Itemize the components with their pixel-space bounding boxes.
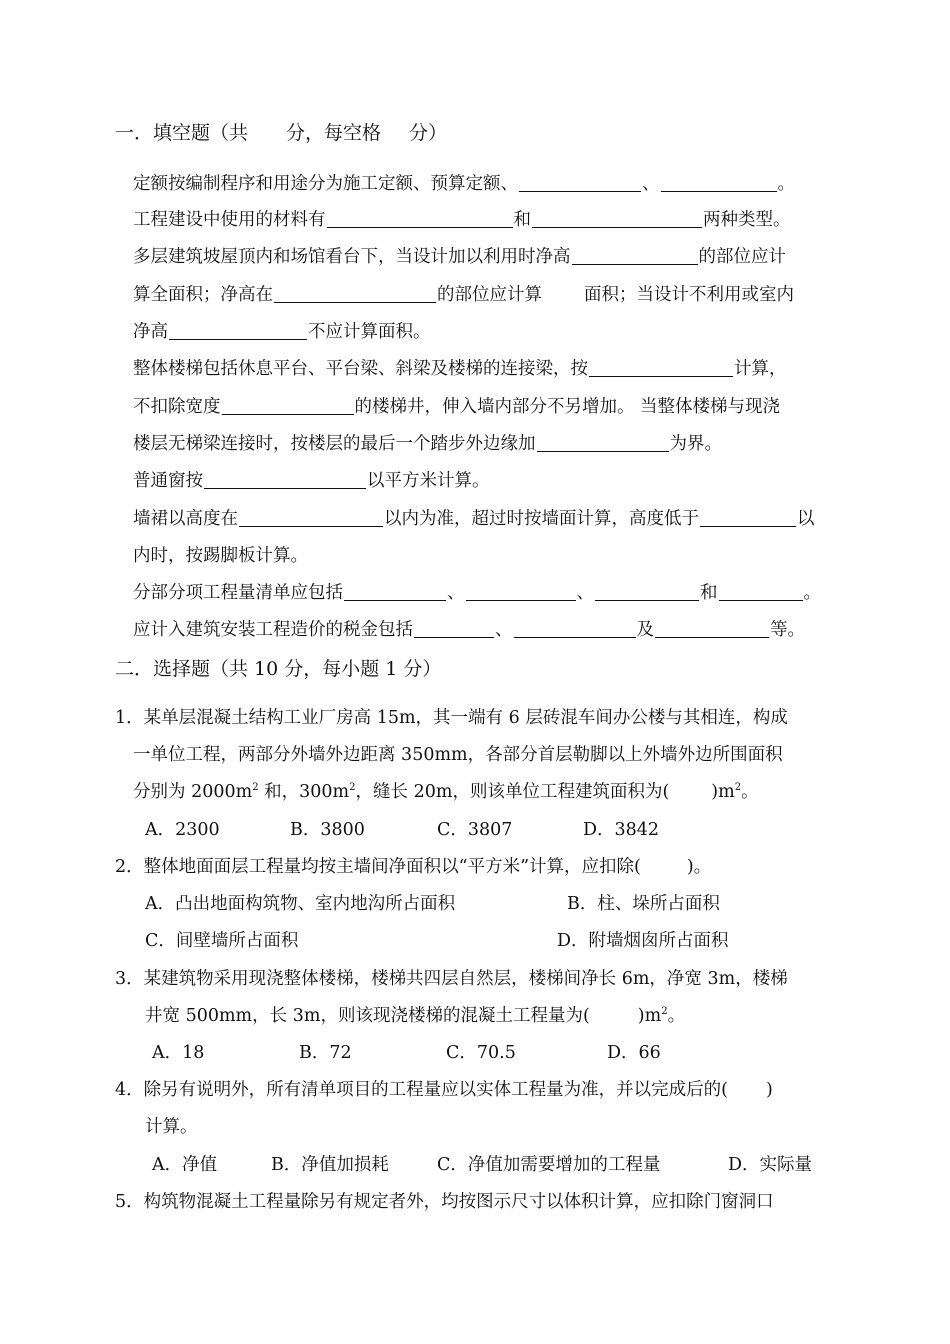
answer-blank[interactable] [532, 209, 702, 228]
fill-question-2 [133, 208, 791, 232]
answer-blank[interactable] [466, 582, 576, 601]
option-a[interactable]: A．2300 [145, 820, 220, 840]
question-text: 多层建筑坡屋顶内和场馆看台下，当设计加以利用时净高 [133, 247, 571, 267]
separator-text: 和 [700, 583, 718, 603]
answer-blank[interactable] [222, 396, 354, 415]
choice-question-5-line-1: 5．构筑物混凝土工程量除另有规定者外，均按图示尺寸以体积计算，应扣除门窗洞口 [115, 1192, 774, 1212]
answer-blank[interactable] [204, 470, 366, 489]
answer-blank[interactable] [655, 619, 769, 638]
option-c[interactable]: C．净值加需要增加的工程量 [437, 1155, 661, 1175]
superscript: 2 [661, 1006, 668, 1017]
question-text: 分别为 2000m [133, 782, 253, 802]
option-d[interactable]: D．附墙烟囱所占面积 [557, 931, 729, 951]
answer-blank[interactable] [589, 358, 733, 377]
end-punct: 。 [777, 174, 795, 194]
question-text: 算全面积；净高在 [133, 285, 273, 305]
question-text: 2．整体地面面层工程量均按主墙间净面积以“平方米”计算，应扣除( [115, 857, 641, 877]
answer-blank[interactable] [519, 173, 641, 192]
answer-blank[interactable] [700, 508, 796, 527]
separator-text: 、 [447, 583, 465, 603]
fill-question-3-line-3 [133, 320, 431, 344]
answer-blank[interactable] [169, 321, 307, 340]
answer-blank[interactable] [661, 173, 777, 192]
fill-question-3-line-2 [133, 283, 794, 307]
fill-question-4-line-1 [133, 357, 787, 381]
end-punct: 。 [803, 583, 821, 603]
option-d[interactable]: D．66 [607, 1043, 661, 1063]
option-b[interactable]: B．3800 [290, 820, 365, 840]
question-text: 4．除另有说明外，所有清单项目的工程量应以实体工程量为准，并以完成后的( [115, 1080, 728, 1100]
question-text: 的部位应计算 [437, 285, 542, 305]
fill-question-1 [133, 172, 795, 196]
option-b[interactable]: B．72 [299, 1043, 352, 1063]
answer-blank[interactable] [344, 582, 446, 601]
answer-blank[interactable] [327, 209, 513, 228]
question-text: 计算， [734, 359, 787, 379]
fill-question-5 [133, 469, 490, 493]
question-text: 不扣除宽度 [133, 397, 221, 417]
question-text: 的楼梯井，伸入墙内部分不另增加。 当整体楼梯与现浇 [354, 397, 781, 417]
choice-question-1-line-1: 1．某单层混凝土结构工业厂房高 15m，其一端有 6 层砖混车间办公楼与其相连，构成 [115, 708, 788, 728]
choice-question-4-line-1 [115, 1078, 773, 1102]
question-text: 以 [797, 509, 815, 529]
choice-question-2 [115, 855, 711, 879]
option-b[interactable]: B．净值加损耗 [271, 1155, 389, 1175]
question-text: 应计入建筑安装工程造价的税金包括 [133, 620, 413, 640]
answer-blank[interactable] [414, 619, 494, 638]
option-c[interactable]: C．间壁墙所占面积 [145, 931, 299, 951]
question-text: 净高 [133, 322, 168, 342]
question-text: 定额按编制程序和用途分为施工定额、预算定额、 [133, 174, 518, 194]
fill-question-6-line-1 [133, 507, 815, 531]
question-text: 两种类型。 [703, 210, 791, 230]
answer-blank[interactable] [239, 508, 383, 527]
answer-blank[interactable] [572, 246, 698, 265]
separator-text: 和 [513, 210, 531, 230]
choice-question-1-line-2: 一单位工程，两部分外墙外边距离 350mm，各部分首层勒脚以上外墙外边所围面积 [133, 745, 783, 765]
answer-blank[interactable] [537, 433, 669, 452]
question-text: 工程建设中使用的材料有 [133, 210, 326, 230]
option-c[interactable]: C．3807 [437, 820, 513, 840]
question-text: ，缝长 20m，则该单位工程建筑面积为( [355, 782, 670, 802]
section1-title-a: 一．填空题（共 [115, 122, 249, 144]
end-punct: )。 [686, 857, 712, 877]
choice-question-4-line-2: 计算。 [145, 1117, 198, 1137]
option-a[interactable]: A．净值 [152, 1155, 218, 1175]
superscript: 2 [252, 782, 259, 793]
question-text: 和，300m [258, 782, 350, 802]
question-text: 为界。 [669, 434, 722, 454]
separator-text: 及 [636, 620, 654, 640]
fill-question-7 [133, 581, 821, 605]
question-text: )m [711, 782, 735, 802]
question-text: 分部分项工程量清单应包括 [133, 583, 343, 603]
question-text: 以平方米计算。 [367, 471, 490, 491]
option-a[interactable]: A．凸出地面构筑物、室内地沟所占面积 [145, 894, 456, 914]
end-punct: 。 [741, 782, 759, 802]
option-d[interactable]: D．实际量 [728, 1155, 813, 1175]
question-text: 普通窗按 [133, 471, 203, 491]
end-punct: 。 [667, 1006, 686, 1026]
question-text: 以内为准，超过时按墙面计算，高度低于 [384, 509, 699, 529]
option-a[interactable]: A．18 [152, 1043, 205, 1063]
answer-blank[interactable] [514, 619, 636, 638]
choice-question-1-line-3 [133, 780, 759, 804]
question-text: 不应计算面积。 [308, 322, 431, 342]
separator-text: 、 [642, 174, 660, 194]
section1-heading [115, 121, 447, 145]
separator-text: 、 [576, 583, 594, 603]
fill-question-6-line-2 [133, 544, 308, 568]
superscript: 2 [734, 782, 742, 793]
end-punct: ) [765, 1080, 773, 1100]
fill-question-4-line-2 [133, 395, 780, 419]
choice-question-3-line-2 [145, 1004, 685, 1028]
section2-heading: 二．选择题（共 10 分，每小题 1 分） [115, 658, 442, 680]
option-c[interactable]: C．70.5 [446, 1043, 516, 1063]
section1-title-b: 分，每空格 [286, 122, 382, 144]
question-text: 内时，按踢脚板计算。 [133, 546, 308, 566]
fill-question-8 [133, 618, 805, 642]
choice-question-3-line-1: 3．某建筑物采用现浇整体楼梯，楼梯共四层自然层，楼梯间净长 6m，净宽 3m，楼梯 [115, 969, 788, 989]
answer-blank[interactable] [719, 582, 803, 601]
superscript: 2 [349, 782, 356, 793]
answer-blank[interactable] [274, 284, 436, 303]
question-text: 井宽 500mm，长 3m，则该现浇楼梯的混凝土工程量为( [145, 1006, 590, 1026]
end-punct: 等。 [770, 620, 805, 640]
question-text: 整体楼梯包括休息平台、平台梁、斜梁及楼梯的连接梁，按 [133, 359, 588, 379]
question-text: )m [637, 1006, 662, 1026]
separator-text: 、 [495, 620, 513, 640]
option-d[interactable]: D．3842 [583, 820, 660, 840]
option-b[interactable]: B．柱、垛所占面积 [567, 894, 720, 914]
question-text: 面积；当设计不利用或室内 [584, 285, 794, 305]
answer-blank[interactable] [595, 582, 699, 601]
section1-title-c: 分） [409, 122, 448, 144]
fill-question-3-line-1 [133, 245, 786, 269]
question-text: 墙裙以高度在 [133, 509, 238, 529]
fill-question-4-line-3 [133, 432, 722, 456]
question-text: 楼层无梯梁连接时，按楼层的最后一个踏步外边缘加 [133, 434, 536, 454]
question-text: 的部位应计 [698, 247, 786, 267]
